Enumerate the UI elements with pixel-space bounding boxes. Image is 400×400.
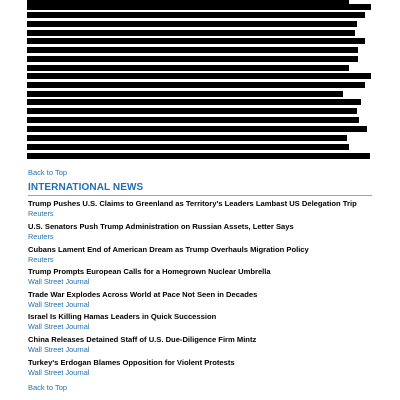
news-source-link[interactable]: Wall Street Journal <box>28 345 90 354</box>
redacted-content-block <box>27 0 373 162</box>
back-to-top-link[interactable]: Back to Top <box>28 383 68 392</box>
redacted-line <box>27 91 343 97</box>
news-headline-link[interactable]: Trump Prompts European Calls for a Homegrown Nuclear Umbrella <box>28 267 271 276</box>
news-source-link[interactable]: Wall Street Journal <box>28 322 90 331</box>
redacted-line <box>27 135 347 141</box>
news-item <box>28 267 372 287</box>
redacted-line <box>27 117 359 123</box>
redacted-line <box>27 21 357 27</box>
news-headline-link[interactable]: China Releases Detained Staff of U.S. Due-Diligence Firm Mintz <box>28 335 257 344</box>
news-headline-link[interactable]: Trade War Explodes Across World at Pace Not Seen in Decades <box>28 290 258 299</box>
redacted-line <box>27 73 371 79</box>
redacted-line <box>27 30 355 36</box>
back-to-top-link[interactable]: Back to Top <box>28 168 68 177</box>
news-item <box>28 335 372 355</box>
redacted-line <box>27 153 370 159</box>
news-source-link[interactable]: Wall Street Journal <box>28 368 90 377</box>
redacted-line <box>27 82 365 88</box>
news-item <box>28 312 372 332</box>
redacted-line <box>27 47 358 53</box>
news-headline-link[interactable]: Cubans Lament End of American Dream as Trump Overhauls Migration Policy <box>28 245 309 254</box>
redacted-line <box>27 4 371 10</box>
news-source-link[interactable]: Wall Street Journal <box>28 277 90 286</box>
redacted-line <box>27 126 367 132</box>
news-headline-link[interactable]: Trump Pushes U.S. Claims to Greenland as Territory's Leaders Lambast US Delegation Trip <box>28 199 357 208</box>
section-title-international-news: INTERNATIONAL NEWS <box>28 182 372 196</box>
news-source-link[interactable]: Wall Street Journal <box>28 300 90 309</box>
redacted-line <box>27 99 361 105</box>
redacted-line <box>27 144 349 150</box>
news-item <box>28 290 372 310</box>
news-item <box>28 245 372 265</box>
news-headline-link[interactable]: U.S. Senators Push Trump Administration on Russian Assets, Letter Says <box>28 222 294 231</box>
redacted-line <box>27 108 357 114</box>
news-item <box>28 358 372 378</box>
news-headline-link[interactable]: Turkey's Erdogan Blames Opposition for Violent Protests <box>28 358 235 367</box>
redacted-line <box>27 38 365 44</box>
news-source-link[interactable]: Reuters <box>28 209 54 218</box>
news-source-link[interactable]: Reuters <box>28 232 54 241</box>
news-item <box>28 199 372 219</box>
news-source-link[interactable]: Reuters <box>28 255 54 264</box>
redacted-line <box>27 65 349 71</box>
news-item <box>28 222 372 242</box>
redacted-line <box>27 56 358 62</box>
redacted-line <box>27 12 365 18</box>
news-headline-link[interactable]: Israel Is Killing Hamas Leaders in Quick Succession <box>28 312 217 321</box>
